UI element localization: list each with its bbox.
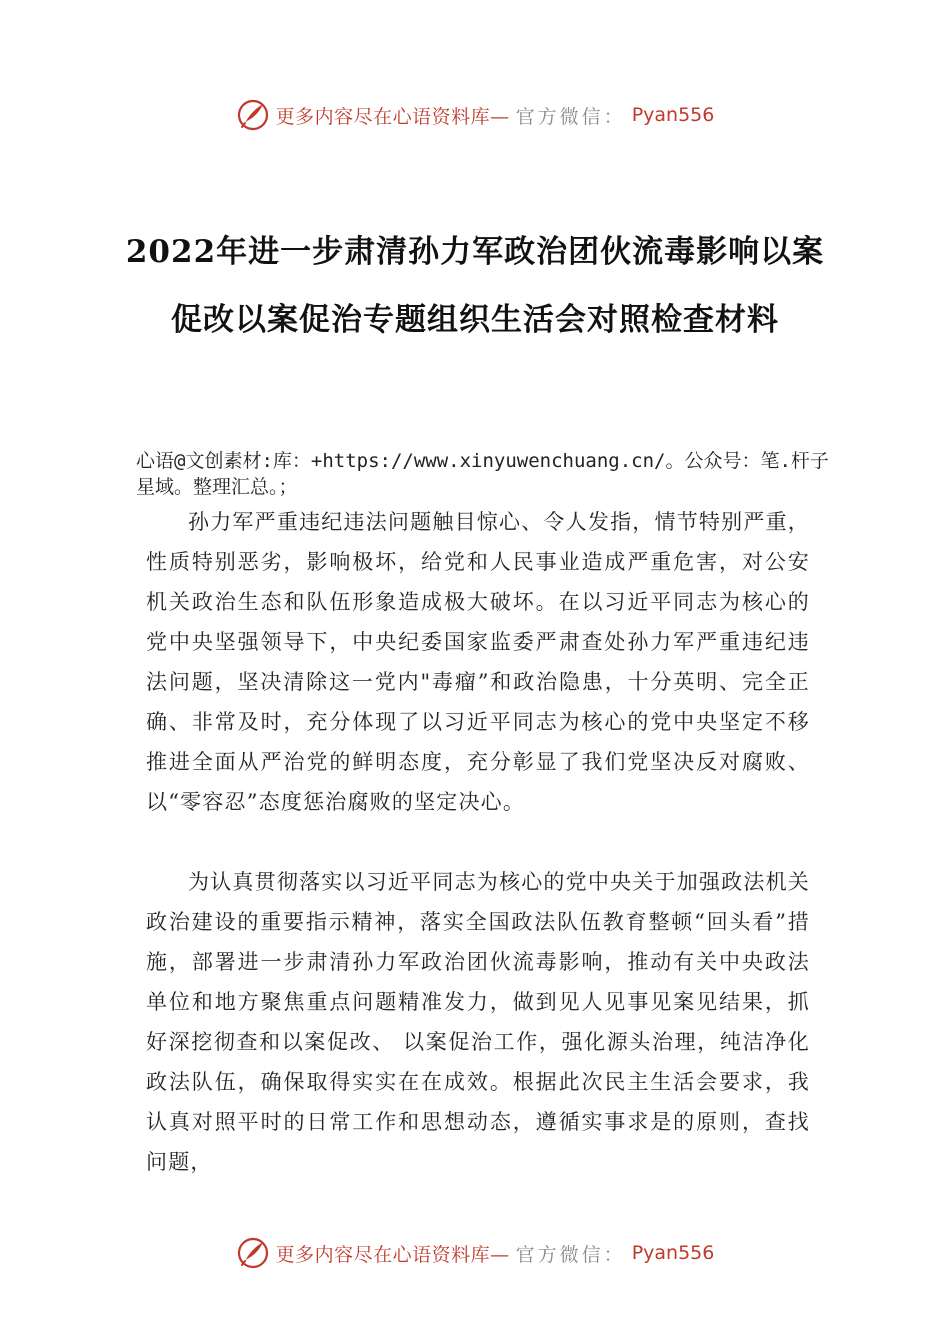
banner-wechat-id: Pyan556	[631, 104, 715, 126]
body-paragraph-2: 为认真贯彻落实以习近平同志为核心的党中央关于加强政法机关政治建设的重要指示精神，落实全国政法队伍教育整顿“回头看”措施，部署进一步肃清孙力军政治团伙流毒影响，推动有关中央政法单位和地方聚焦重点问题精准发力，做到见人见事见案见结果，抓好深挖彻查和以案促改、 以案促治工作，强化源头治理，纯洁净化政法队伍，确保取得实实在在成效。根据此次民主生活会要求，我认真对照平时的日常工作和思想动态，遵循实事求是的原则，查找问题，	[146, 870, 810, 1174]
quill-logo-icon	[236, 98, 270, 132]
quill-logo-icon	[236, 1236, 270, 1270]
source-line: 心语@文创素材:库：+https://www.xinyuwenchuang.cn/。公众号：笔.杆子星域。整理汇总。；	[136, 450, 829, 498]
banner-wechat-label: 官方微信：	[515, 1243, 626, 1266]
body-paragraph-1: 孙力军严重违纪违法问题触目惊心、令人发指，情节特别严重，性质特别恶劣，影响极坏，给党和人民事业造成严重危害，对公安机关政治生态和队伍形象造成极大破坏。在以习近平同志为核心的党中央坚强领导下，中央纪委国家监委严肃查处孙力军严重违纪违法问题，坚决清除这一党内"毒瘤”和政治隐患，十分英明、完全正确、非常及时，充分体现了以习近平同志为核心的党中央坚定不移推进全面从严治党的鲜明态度，充分彰显了我们党坚决反对腐败、以“零容忍”态度惩治腐败的坚定决心。	[146, 510, 810, 814]
banner-ad-text: 更多内容尽在心语资料库—	[275, 1243, 510, 1266]
banner-wechat-id: Pyan556	[631, 1242, 715, 1264]
header-watermark-banner	[0, 95, 950, 135]
footer-watermark-banner	[0, 1233, 950, 1273]
banner-wechat-label: 官方微信：	[515, 105, 626, 128]
banner-ad-text: 更多内容尽在心语资料库—	[275, 105, 510, 128]
document-title: 2022年进一步肃清孙力军政治团伙流毒影响以案促改以案促治专题组织生活会对照检查材料	[125, 234, 825, 338]
